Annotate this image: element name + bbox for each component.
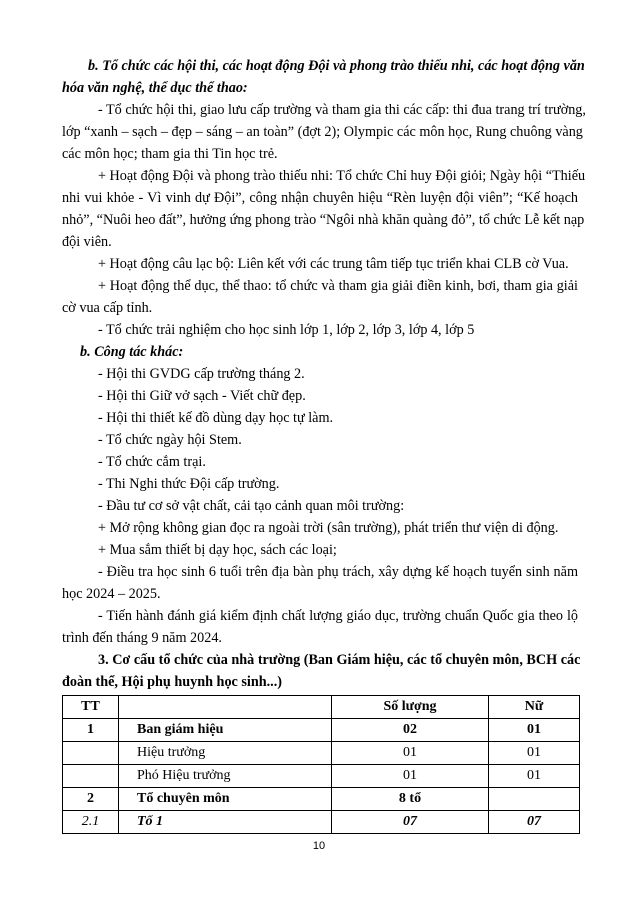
cell-female: 01 (489, 719, 580, 742)
page-number: 10 (312, 840, 326, 852)
paragraph-line: - Điều tra học sinh 6 tuổi trên địa bàn phụ trách, xây dựng kế hoạch tuyển sinh năm (98, 564, 578, 580)
list-item: - Tổ chức cắm trại. (98, 454, 206, 470)
section-b1-heading-line1: b. Tổ chức các hội thi, các hoạt động Đội và phong trào thiếu nhi, các hoạt động văn (88, 58, 585, 74)
cell-name: Tổ 1 (119, 811, 332, 834)
cell-female: 07 (489, 811, 580, 834)
paragraph-line: nhỏ”, “Nuôi heo đất”, hưởng ứng phong trào “Ngôi nhà khăn quàng đỏ”, tổ chức Lễ kết nạp (62, 212, 585, 228)
paragraph-line: các môn học; tham gia thi Tin học trẻ. (62, 146, 278, 162)
header-name (119, 696, 332, 719)
table-row (63, 742, 580, 765)
header-tt: TT (63, 696, 119, 719)
paragraph-line: đội viên. (62, 234, 112, 250)
cell-female (489, 788, 580, 811)
list-item: - Đầu tư cơ sở vật chất, cải tạo cảnh quan môi trường: (98, 498, 405, 514)
cell-tt (63, 765, 119, 788)
cell-quantity: 07 (332, 811, 489, 834)
cell-quantity: 8 tổ (332, 788, 489, 811)
cell-female: 01 (489, 742, 580, 765)
cell-female: 01 (489, 765, 580, 788)
paragraph-line: + Hoạt động thể dục, thể thao: tổ chức và tham gia giải điền kinh, bơi, tham gia giải (98, 278, 578, 294)
list-item: - Hội thi thiết kế đồ dùng dạy học tự làm. (98, 410, 334, 426)
paragraph-line: + Hoạt động câu lạc bộ: Liên kết với các trung tâm tiếp tục triển khai CLB cờ Vua. (98, 256, 569, 272)
paragraph-line: - Tổ chức hội thi, giao lưu cấp trường và tham gia thi các cấp: thi đua trang trí trường, (98, 102, 586, 118)
paragraph-line: học 2024 – 2025. (62, 586, 161, 602)
section-3-heading-line2: đoàn thể, Hội phụ huynh học sinh...) (62, 674, 282, 690)
paragraph-line: cờ vua cấp tỉnh. (62, 300, 153, 316)
list-item: - Thi Nghi thức Đội cấp trường. (98, 476, 280, 492)
cell-tt: 2 (63, 788, 119, 811)
cell-tt: 1 (63, 719, 119, 742)
paragraph-line: - Tiến hành đánh giá kiểm định chất lượng giáo dục, trường chuẩn Quốc gia theo lộ (98, 608, 578, 624)
section-3-heading-line1: 3. Cơ cấu tổ chức của nhà trường (Ban Giám hiệu, các tổ chuyên môn, BCH các (98, 652, 581, 668)
cell-tt: 2.1 (63, 811, 119, 834)
list-item: - Hội thi GVDG cấp trường tháng 2. (98, 366, 305, 382)
list-item: - Hội thi Giữ vở sạch - Viết chữ đẹp. (98, 388, 306, 404)
table-header-row (63, 696, 580, 719)
org-structure-table (62, 695, 580, 834)
cell-quantity: 01 (332, 742, 489, 765)
table-row (63, 811, 580, 834)
cell-tt (63, 742, 119, 765)
paragraph-line: trình đến tháng 9 năm 2024. (62, 630, 222, 646)
header-quantity: Số lượng (332, 696, 489, 719)
paragraph-line: - Tổ chức trải nghiệm cho học sinh lớp 1, lớp 2, lớp 3, lớp 4, lớp 5 (98, 322, 475, 338)
paragraph-line: lớp “xanh – sạch – đẹp – sáng – an toàn” (đợt 2); Olympic các môn học, Rung chuông vàng (62, 124, 583, 140)
table-row (63, 788, 580, 811)
paragraph-line: nhi vui khỏe - Vì vinh dự Đội”, công nhận chuyên hiệu “Rèn luyện đội viên”; “Kế hoạch (62, 190, 578, 206)
cell-name: Hiệu trưởng (119, 742, 332, 765)
list-item: + Mua sắm thiết bị dạy học, sách các loại; (98, 542, 337, 558)
section-b1-heading-line2: hóa văn nghệ, thể dục thể thao: (62, 80, 248, 96)
table-row (63, 719, 580, 742)
cell-name: Phó Hiệu trưởng (119, 765, 332, 788)
header-female: Nữ (489, 696, 580, 719)
cell-quantity: 01 (332, 765, 489, 788)
section-b2-heading: b. Công tác khác: (80, 344, 184, 360)
table-row (63, 765, 580, 788)
cell-name: Ban giám hiệu (119, 719, 332, 742)
cell-name: Tổ chuyên môn (119, 788, 332, 811)
list-item: + Mở rộng không gian đọc ra ngoài trời (sân trường), phát triển thư viện di động. (98, 520, 559, 536)
cell-quantity: 02 (332, 719, 489, 742)
paragraph-line: + Hoạt động Đội và phong trào thiếu nhi: Tổ chức Chỉ huy Đội giỏi; Ngày hội “Thiếu (98, 168, 586, 184)
list-item: - Tổ chức ngày hội Stem. (98, 432, 242, 448)
